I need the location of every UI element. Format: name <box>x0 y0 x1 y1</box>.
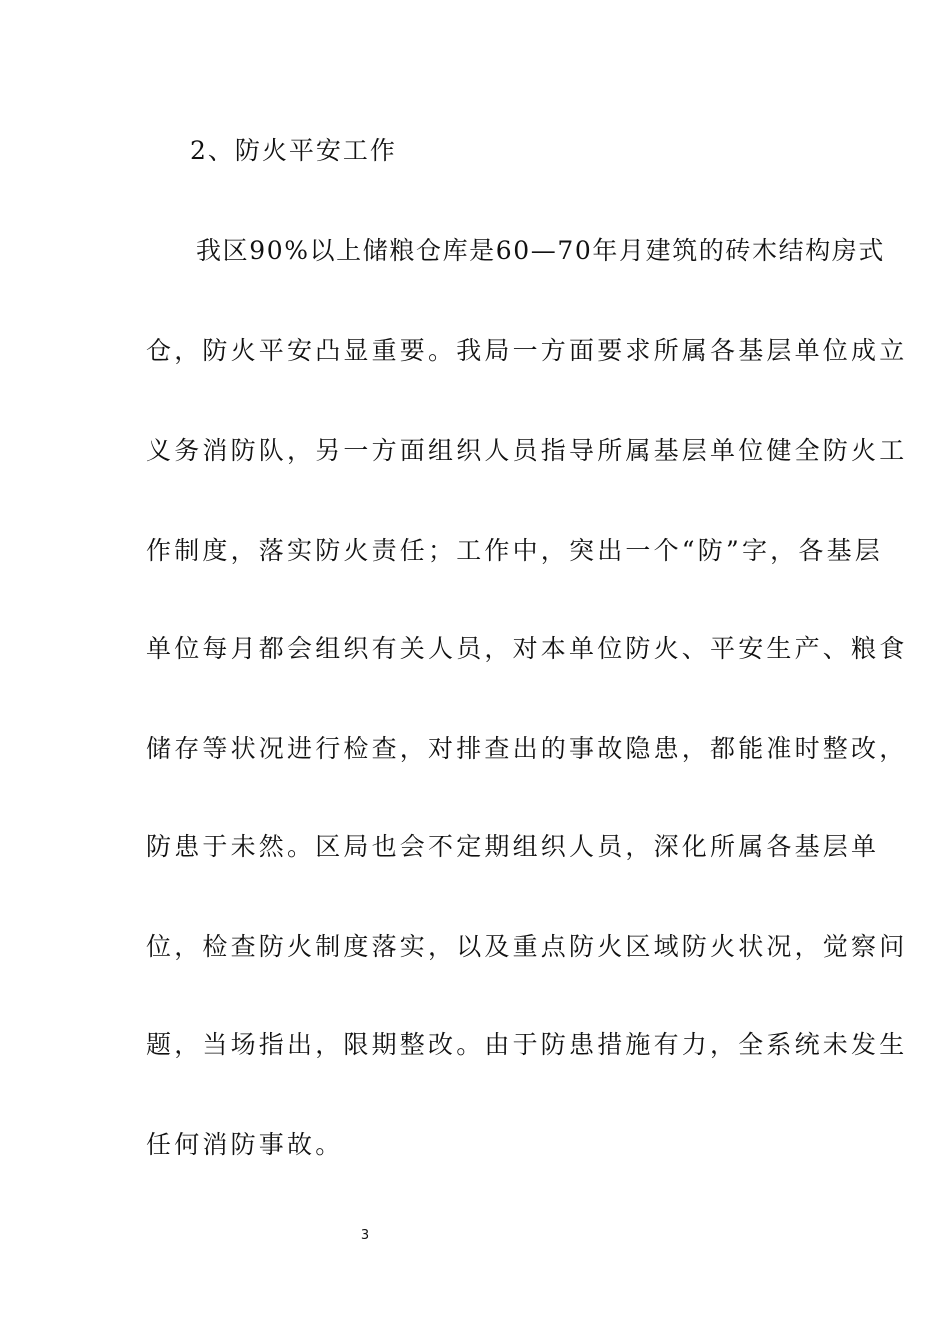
paragraph-line-5: 单位每月都会组织有关人员，对本单位防火、平安生产、粮食 <box>146 634 908 663</box>
paragraph-line-8: 位，检查防火制度落实，以及重点防火区域防火状况，觉察问 <box>146 932 908 961</box>
paragraph-line-4: 作制度，落实防火责任；工作中，突出一个“防”字，各基层 <box>146 536 883 565</box>
paragraph-line-7: 防患于未然。区局也会不定期组织人员，深化所属各基层单 <box>146 832 880 861</box>
paragraph-line-3: 义务消防队，另一方面组织人员指导所属基层单位健全防火工 <box>146 436 908 465</box>
paragraph-line-10: 任何消防事故。 <box>146 1130 344 1159</box>
paragraph-line-1: 我区90%以上储粮仓库是60—70年月建筑的砖木结构房式 <box>196 236 885 265</box>
section-heading: 2、防火平安工作 <box>190 136 397 165</box>
paragraph-line-9: 题，当场指出，限期整改。由于防患措施有力，全系统未发生 <box>146 1030 908 1059</box>
page-number: 3 <box>360 1228 370 1243</box>
paragraph-line-2: 仓，防火平安凸显重要。我局一方面要求所属各基层单位成立 <box>146 336 908 365</box>
paragraph-line-6: 储存等状况进行检查，对排查出的事故隐患，都能准时整改， <box>146 734 908 763</box>
